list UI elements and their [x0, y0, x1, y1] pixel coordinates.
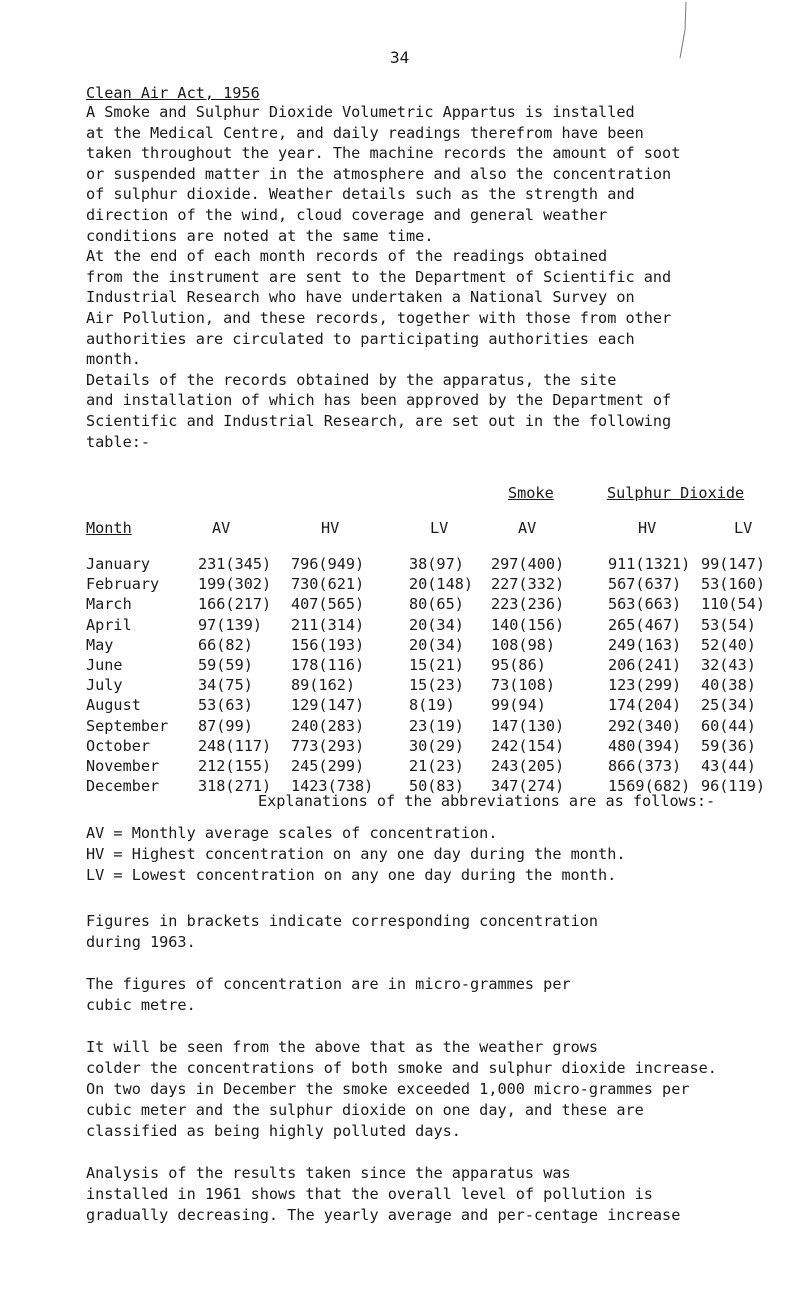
cell-hv1: 407(565): [291, 595, 365, 614]
cell-hv2: 292(340): [608, 716, 682, 735]
col-header-smoke-lv: LV: [430, 519, 449, 537]
cell-lv1: 38(97): [409, 555, 464, 573]
abbreviation-lv: LV = Lowest concentration on any one day during the month.: [86, 866, 617, 884]
cell-month: May: [86, 635, 114, 654]
cell-lv1: 20(34): [409, 615, 464, 634]
cell-hv2: 911(1321): [608, 555, 691, 573]
cell-av1: 212(155): [198, 757, 272, 775]
table-row: [0, 595, 800, 615]
text-line: classified as being highly polluted days.: [86, 1122, 461, 1140]
text-line: conditions are noted at the same time.: [86, 226, 434, 245]
cell-hv2: 206(241): [608, 656, 682, 674]
cell-av2: 99(94): [491, 696, 546, 715]
cell-av1: 231(345): [198, 555, 272, 573]
cell-month: June: [86, 656, 123, 674]
cell-av1: 318(271): [198, 777, 272, 796]
col-header-smoke-av: AV: [212, 519, 231, 537]
cell-av2: 140(156): [491, 615, 565, 634]
cell-av1: 66(82): [198, 635, 253, 654]
cell-av1: 166(217): [198, 595, 272, 614]
cell-lv2: 60(44): [701, 716, 756, 735]
cell-lv2: 99(147): [701, 555, 766, 573]
text-line: from the instrument are sent to the Department of Scientific and: [86, 267, 672, 286]
text-line: direction of the wind, cloud coverage and general weather: [86, 205, 608, 224]
cell-hv2: 480(394): [608, 736, 682, 755]
cell-lv1: 50(83): [409, 777, 464, 796]
brackets-note: [86, 911, 598, 953]
cell-av1: 97(139): [198, 615, 263, 634]
cell-lv1: 20(34): [409, 635, 464, 654]
closing-paragraph-1: [86, 1037, 717, 1142]
cell-hv1: 129(147): [291, 696, 365, 715]
cell-hv1: 178(116): [291, 656, 365, 674]
cell-hv1: 89(162): [291, 676, 356, 695]
cell-month: January: [86, 555, 151, 573]
intro-text: [86, 102, 776, 452]
cell-av1: 248(117): [198, 736, 272, 755]
cell-lv2: 59(36): [701, 736, 756, 755]
cell-hv2: 265(467): [608, 615, 682, 634]
cell-hv1: 240(283): [291, 716, 365, 735]
cell-hv1: 796(949): [291, 555, 365, 573]
cell-month: August: [86, 696, 141, 715]
text-line: or suspended matter in the atmosphere and also the concentration: [86, 164, 672, 183]
cell-lv1: 15(21): [409, 656, 464, 674]
text-line: A Smoke and Sulphur Dioxide Volumetric Appartus is installed: [86, 103, 635, 121]
table-row: [0, 636, 800, 656]
col-header-so2-lv: LV: [734, 519, 753, 537]
text-line: gradually decreasing. The yearly average and per-centage increase: [86, 1206, 681, 1224]
cell-hv2: 249(163): [608, 635, 682, 654]
cell-lv1: 30(29): [409, 736, 464, 755]
table-row: [0, 676, 800, 696]
cell-month: October: [86, 736, 151, 755]
table-row: [0, 555, 800, 575]
section-heading: Clean Air Act, 1956: [86, 84, 260, 102]
col-header-so2-av: AV: [518, 519, 537, 537]
text-line: and installation of which has been approved by the Department of: [86, 391, 672, 410]
cell-hv2: 563(663): [608, 595, 682, 614]
cell-lv1: 80(65): [409, 595, 464, 614]
cell-month: December: [86, 777, 160, 796]
cell-month: March: [86, 595, 132, 614]
text-line: At the end of each month records of the readings obtained: [86, 247, 608, 266]
text-line: It will be seen from the above that as the weather grows: [86, 1038, 599, 1056]
cell-lv2: 25(34): [701, 696, 756, 715]
table-row: [0, 717, 800, 737]
cell-lv2: 110(54): [701, 595, 766, 614]
cell-lv2: 40(38): [701, 676, 756, 695]
cell-hv2: 174(204): [608, 696, 682, 715]
abbreviation-hv: HV = Highest concentration on any one day during the month.: [86, 845, 626, 863]
table-header-row: [0, 519, 800, 539]
abbreviation-av: AV = Monthly average scales of concentration.: [86, 824, 498, 842]
text-line: Figures in brackets indicate corresponding concentration: [86, 912, 599, 930]
cell-lv2: 96(119): [701, 777, 766, 796]
explanations-title: Explanations of the abbreviations are as follows:-: [258, 792, 716, 810]
cell-hv2: 567(637): [608, 575, 682, 594]
cell-lv2: 53(54): [701, 615, 756, 634]
cell-hv2: 866(373): [608, 757, 682, 775]
text-line: Air Pollution, and these records, together with those from other: [86, 308, 672, 327]
cell-month: February: [86, 575, 160, 594]
text-line: cubic metre.: [86, 996, 196, 1014]
page-number: 34: [390, 48, 410, 67]
cell-hv1: 773(293): [291, 736, 365, 755]
smoke-group-header: Smoke: [508, 484, 554, 502]
closing-paragraph-2: [86, 1163, 680, 1226]
sulphur-dioxide-group-header: Sulphur Dioxide: [607, 484, 745, 502]
cell-month: April: [86, 615, 132, 634]
table-row: [0, 616, 800, 636]
cell-lv2: 43(44): [701, 757, 756, 775]
cell-av2: 297(400): [491, 555, 565, 573]
cell-av2: 95(86): [491, 656, 546, 674]
cell-av2: 223(236): [491, 595, 565, 614]
text-line: taken throughout the year. The machine records the amount of soot: [86, 144, 681, 163]
cell-av2: 243(205): [491, 757, 565, 775]
cell-av1: 87(99): [198, 716, 253, 735]
cell-lv1: 23(19): [409, 716, 464, 735]
units-note: [86, 974, 571, 1016]
text-line: Details of the records obtained by the apparatus, the site: [86, 370, 617, 389]
cell-lv2: 52(40): [701, 635, 756, 654]
cell-lv1: 15(23): [409, 676, 464, 695]
text-line: Industrial Research who have undertaken a National Survey on: [86, 288, 635, 307]
text-line: month.: [86, 350, 141, 369]
text-line: Scientific and Industrial Research, are set out in the following: [86, 411, 672, 430]
table-row: [0, 696, 800, 716]
text-line: table:-: [86, 432, 151, 451]
text-line: colder the concentrations of both smoke and sulphur dioxide increase.: [86, 1059, 717, 1077]
cell-av2: 242(154): [491, 736, 565, 755]
cell-lv1: 20(148): [409, 575, 474, 594]
text-line: of sulphur dioxide. Weather details such as the strength and: [86, 185, 635, 204]
table-row: [0, 757, 800, 777]
text-line: cubic meter and the sulphur dioxide on one day, and these are: [86, 1101, 644, 1119]
text-line: authorities are circulated to participating authorities each: [86, 329, 635, 348]
table-row: [0, 656, 800, 676]
text-line: Analysis of the results taken since the apparatus was: [86, 1164, 571, 1182]
cell-lv2: 32(43): [701, 656, 756, 674]
cell-month: September: [86, 716, 169, 735]
text-line: during 1963.: [86, 933, 196, 951]
cell-hv1: 211(314): [291, 615, 365, 634]
cell-av2: 227(332): [491, 575, 565, 594]
cell-av2: 347(274): [491, 777, 565, 796]
col-header-so2-hv: HV: [638, 519, 657, 537]
cell-lv2: 53(160): [701, 575, 766, 594]
text-line: On two days in December the smoke exceeded 1,000 micro-grammes per: [86, 1080, 690, 1098]
abbreviation-list: [86, 823, 625, 886]
cell-hv2: 123(299): [608, 676, 682, 695]
cell-hv2: 1569(682): [608, 777, 691, 796]
cell-hv1: 156(193): [291, 635, 365, 654]
cell-av1: 34(75): [198, 676, 253, 695]
cell-av2: 108(98): [491, 635, 556, 654]
table-row: [0, 737, 800, 757]
cell-lv1: 21(23): [409, 757, 464, 775]
table-row: [0, 575, 800, 595]
cell-av2: 73(108): [491, 676, 556, 695]
cell-lv1: 8(19): [409, 696, 455, 715]
cell-av2: 147(130): [491, 716, 565, 735]
text-line: at the Medical Centre, and daily readings therefrom have been: [86, 123, 644, 142]
cell-av1: 199(302): [198, 575, 272, 594]
text-line: installed in 1961 shows that the overall level of pollution is: [86, 1185, 653, 1203]
cell-av1: 53(63): [198, 696, 253, 715]
cell-month: July: [86, 676, 123, 695]
cell-hv1: 245(299): [291, 757, 365, 775]
cell-month: November: [86, 757, 160, 775]
margin-pen-mark: [676, 0, 692, 60]
col-header-smoke-hv: HV: [321, 519, 340, 537]
text-line: The figures of concentration are in micro-grammes per: [86, 975, 571, 993]
cell-av1: 59(59): [198, 656, 253, 674]
cell-hv1: 1423(738): [291, 777, 374, 796]
cell-hv1: 730(621): [291, 575, 365, 594]
col-header-month: Month: [86, 519, 132, 537]
